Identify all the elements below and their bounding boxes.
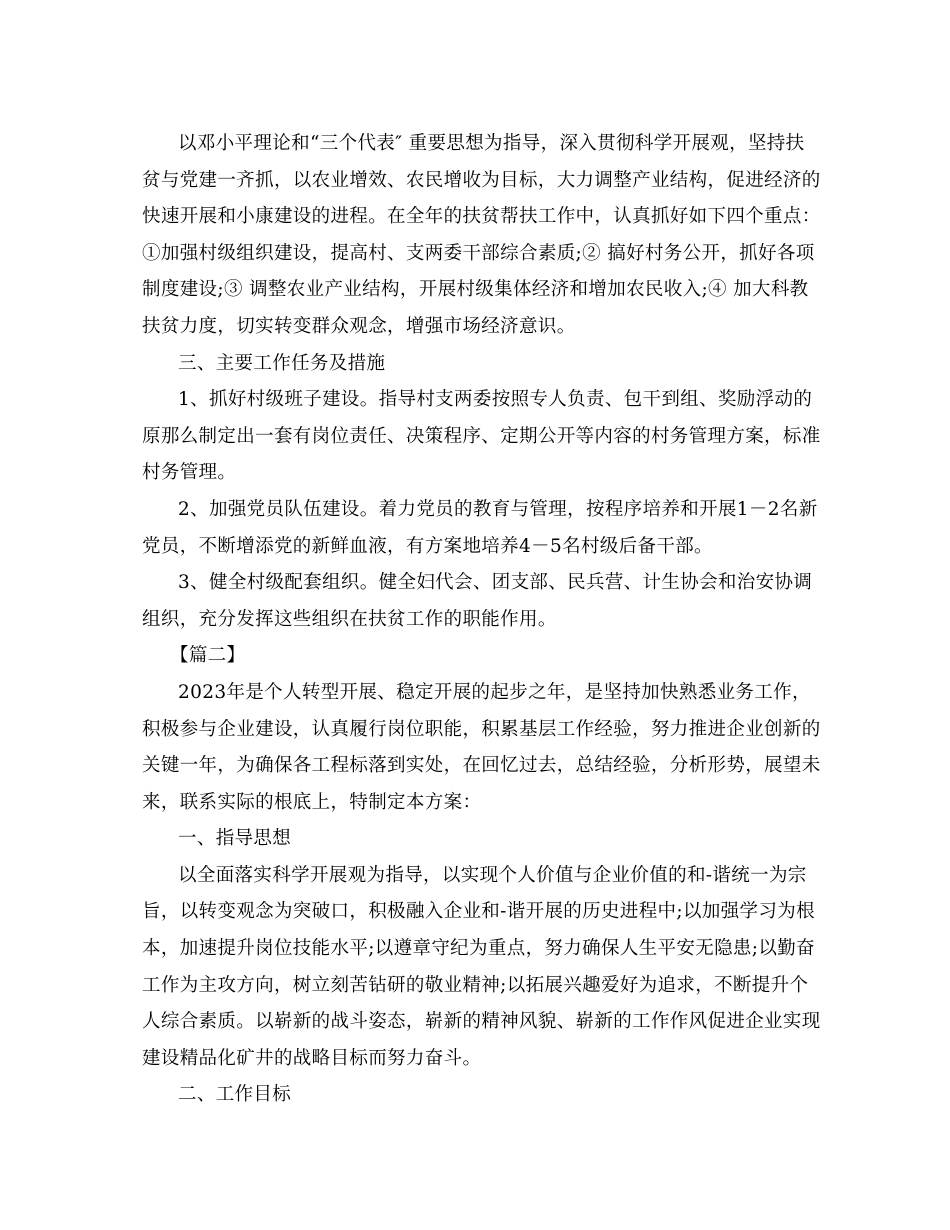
paragraph-line: 工作为主攻方向，树立刻苦钻研的敬业精神;以拓展兴趣爱好为追求，不断提升个 [142, 974, 809, 996]
paragraph-line: 来，联系实际的根底上，特制定本方案： [142, 791, 482, 813]
paragraph-line: 制度建设;③ 调整农业产业结构，开展村级集体经济和增加农民收入;④ 加大科教 [142, 279, 809, 301]
paragraph-line: 原那么制定出一套有岗位责任、决策程序、定期公开等内容的村务管理方案，标准 [142, 425, 821, 447]
paragraph-line: 建设精品化矿井的战略目标而努力奋斗。 [142, 1047, 482, 1069]
paragraph-line: 本，加速提升岗位技能水平;以遵章守纪为重点，努力确保人生平安无隐患;以勤奋 [142, 938, 815, 960]
section-heading: 一、指导思想 [178, 828, 292, 850]
paragraph-line: 组织，充分发挥这些组织在扶贫工作的职能作用。 [142, 608, 557, 630]
paragraph-line: 以邓小平理论和“三个代表″ 重要思想为指导，深入贯彻科学开展观，坚持扶 [178, 133, 805, 154]
paragraph-line: 村务管理。 [142, 462, 237, 484]
paragraph-line: 扶贫力度，切实转变群众观念，增强市场经济意识。 [142, 315, 576, 337]
paragraph-line: 关键一年，为确保各工程标落到实处，在回忆过去，总结经验，分析形势，展望未 [142, 755, 821, 777]
chapter-heading: 【篇二】 [170, 645, 246, 667]
paragraph-line: 快速开展和小康建设的进程。在全年的扶贫帮扶工作中，认真抓好如下四个重点： [142, 206, 821, 228]
document-body [142, 126, 821, 1114]
paragraph-line: 2、加强党员队伍建设。着力党员的教育与管理，按程序培养和开展1－2名新 [178, 498, 818, 520]
section-heading: 三、主要工作任务及措施 [178, 352, 386, 374]
paragraph-line: 3、健全村级配套组织。健全妇代会、团支部、民兵营、计生协会和治安协调 [178, 572, 813, 594]
paragraph-line: 积极参与企业建设，认真履行岗位职能，积累基层工作经验，努力推进企业创新的 [142, 718, 821, 740]
paragraph-line: 以全面落实科学开展观为指导，以实现个人价值与企业价值的和-谐统一为宗 [178, 864, 807, 886]
paragraph-line: 党员，不断增添党的新鲜血液，有方案地培养4－5名村级后备干部。 [142, 535, 713, 557]
paragraph-line: 贫与党建一齐抓，以农业增效、农民增收为目标，大力调整产业结构，促进经济的 [142, 169, 821, 191]
paragraph-line: 旨，以转变观念为突破口，积极融入企业和-谐开展的历史进程中;以加强学习为根 [142, 901, 815, 923]
paragraph-line: 1、抓好村级班子建设。指导村支两委按照专人负责、包干到组、奖励浮动的 [178, 389, 813, 411]
section-heading: 二、工作目标 [178, 1084, 292, 1106]
paragraph-line: ①加强村级组织建设，提高村、支两委干部综合素质;② 搞好村务公开，抓好各项 [142, 242, 815, 264]
paragraph-line: 2023年是个人转型开展、稳定开展的起步之年，是坚持加快熟悉业务工作， [178, 681, 811, 703]
paragraph-line: 人综合素质。以崭新的战斗姿态，崭新的精神风貌、崭新的工作作风促进企业实现 [142, 1011, 821, 1033]
